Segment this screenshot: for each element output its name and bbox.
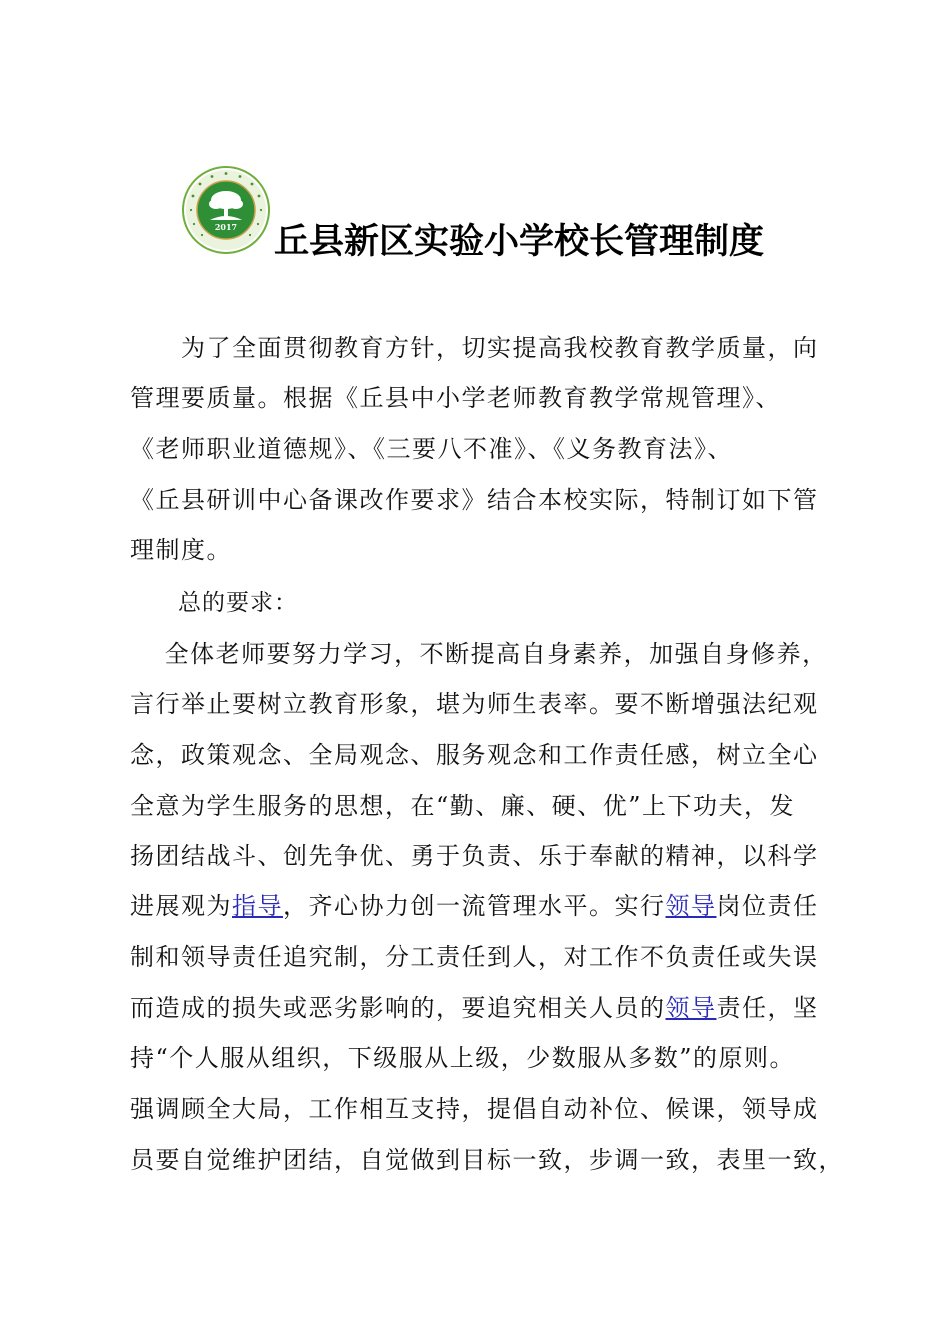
- guidance-link[interactable]: 指导: [232, 892, 283, 920]
- intro-line: 管理要质量。根据《丘县中小学老师教育教学常规管理》、: [130, 384, 781, 412]
- body-line: 全意为学生服务的思想，在“勤、廉、硬、优”上下功夫，发: [130, 792, 796, 820]
- body-text: 进展观为: [130, 892, 232, 920]
- body-text: 责任，坚: [716, 994, 819, 1022]
- body-line: 制和领导责任追究制，分工责任到人，对工作不负责任或失误: [130, 943, 819, 971]
- intro-line: 为了全面贯彻教育方针，切实提高我校教育教学质量，向: [130, 334, 819, 362]
- school-logo: [182, 166, 270, 254]
- school-emblem-icon: [182, 166, 270, 254]
- body-line: 员要自觉维护团结，自觉做到目标一致，步调一致，表里一致，: [130, 1146, 844, 1174]
- body-line: 念，政策观念、全局观念、服务观念和工作责任感，树立全心: [130, 741, 819, 769]
- body-text: ，齐心协力创一流管理水平。实行: [283, 892, 666, 920]
- body-line: 扬团结战斗、创先争优、勇于负责、乐于奉献的精神，以科学: [130, 842, 819, 870]
- body-line: [130, 886, 819, 926]
- leadership-link[interactable]: 领导: [665, 994, 717, 1022]
- logo-year: 2017: [214, 222, 238, 232]
- body-line: 持“个人服从组织，下级服从上级，少数服从多数”的原则。: [130, 1044, 796, 1072]
- body-line: 全体老师要努力学习，不断提高自身素养，加强自身修养，: [130, 640, 828, 668]
- document-title: 丘县新区实验小学校长管理制度: [274, 221, 765, 262]
- body-text: 而造成的损失或恶劣影响的，要追究相关人员的: [130, 994, 666, 1022]
- intro-line: 《丘县研训中心备课改作要求》结合本校实际，特制订如下管: [130, 486, 819, 514]
- body-line: 言行举止要树立教育形象，堪为师生表率。要不断增强法纪观: [130, 690, 819, 718]
- intro-line: 《老师职业道德规》、《三要八不准》、《义务教育法》、: [130, 435, 733, 463]
- leadership-link[interactable]: 领导: [665, 892, 717, 920]
- section-heading: 总的要求：: [130, 590, 298, 616]
- intro-line: 理制度。: [130, 536, 232, 564]
- body-line: [130, 988, 819, 1028]
- body-line: 强调顾全大局，工作相互支持，提倡自动补位、候课，领导成: [130, 1095, 819, 1123]
- body-text: 岗位责任: [716, 892, 819, 920]
